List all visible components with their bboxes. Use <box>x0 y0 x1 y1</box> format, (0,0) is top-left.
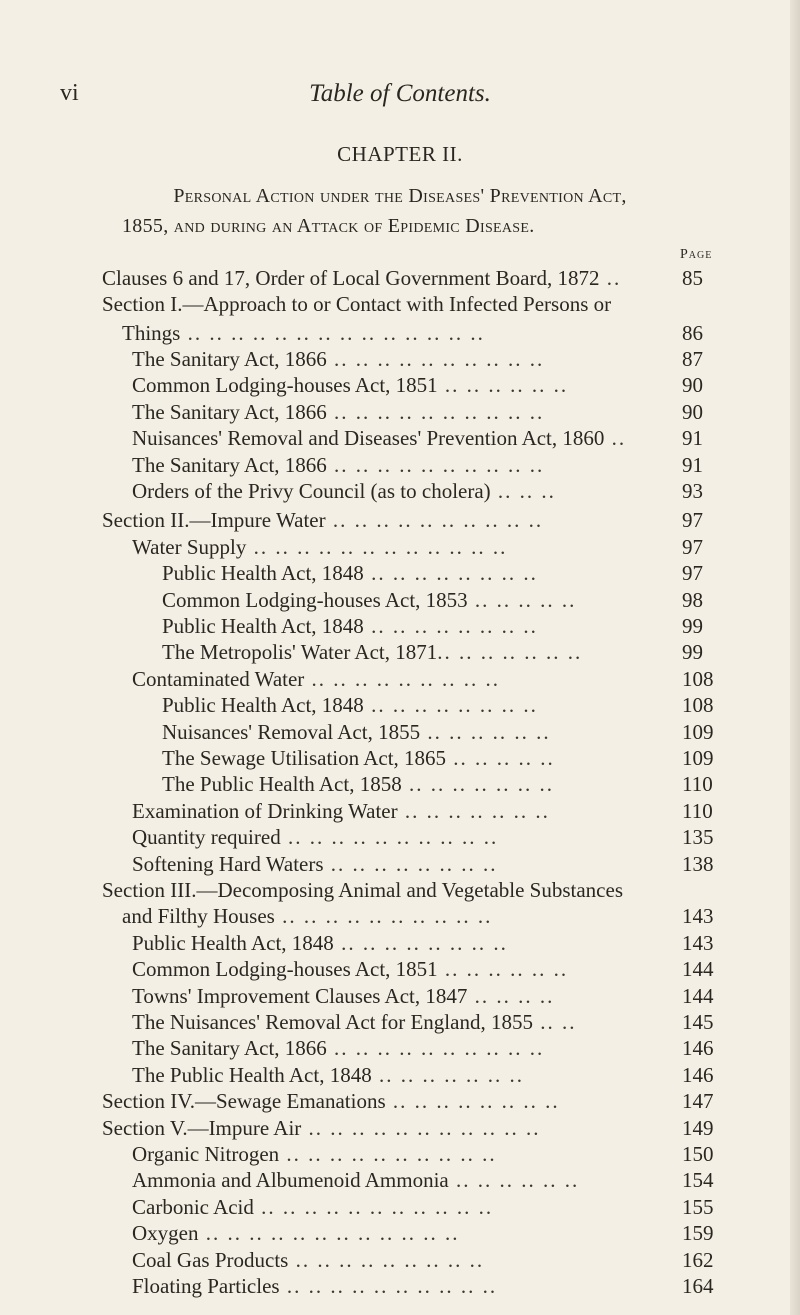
running-title: Table of Contents. <box>309 80 491 107</box>
toc-entry-title: The Sanitary Act, 1866 <box>132 453 327 477</box>
toc-entry <box>132 665 670 693</box>
toc-page-number: 143 <box>682 931 714 955</box>
toc-entry <box>162 586 670 614</box>
toc-entry-title: Section IV.—Sewage Emanations <box>102 1089 386 1113</box>
toc-page-number: 91 <box>682 426 703 450</box>
toc-entry-title: The Sanitary Act, 1866 <box>132 1036 327 1060</box>
toc-page-number: 149 <box>682 1116 714 1140</box>
toc-entry <box>162 612 670 640</box>
toc-leader-dots: .. .. .. .. .. .. .. .. .. .. <box>274 904 493 928</box>
page-number: vi <box>60 80 79 106</box>
toc-leader-dots: .. .. .. .. .. .. .. .. .. .. <box>279 1274 498 1298</box>
toc-entry <box>122 319 670 347</box>
toc-page-number: 90 <box>682 400 703 424</box>
toc-entry-title: Quantity required <box>132 825 281 849</box>
toc-entry <box>132 345 670 373</box>
toc-entry-title: Ammonia and Albumenoid Ammonia <box>132 1168 449 1192</box>
toc-entry-title: Common Lodging-houses Act, 1853 <box>162 588 468 612</box>
toc-leader-dots: .. .. .. .. .. .. .. .. <box>385 1089 560 1113</box>
toc-leader-dots: .. .. .. .. .. .. .. .. <box>363 614 538 638</box>
toc-leader-dots: .. .. .. .. .. .. .. .. .. .. <box>326 347 545 371</box>
toc-entry <box>132 1166 670 1194</box>
toc-leader-dots: .. .. .. .. .. .. <box>437 373 569 397</box>
toc-entry-title: The Sanitary Act, 1866 <box>132 400 327 424</box>
toc-page-number: 143 <box>682 904 714 928</box>
toc-entry-title: Examination of Drinking Water <box>132 799 398 823</box>
chapter-subtitle-line-1: Personal Action under the Diseases' Prevention Act, <box>173 185 627 207</box>
toc-entry <box>162 638 670 666</box>
toc-entry-title: Orders of the Privy Council (as to cholera) <box>132 479 491 503</box>
toc-entry-title: The Public Health Act, 1848 <box>132 1063 372 1087</box>
toc-page-number: 85 <box>682 266 703 290</box>
toc-page-number <box>682 876 728 904</box>
toc-leader-dots: .. .. .. .. .. .. .. .. .. .. <box>280 825 499 849</box>
toc-entry-title: The Sanitary Act, 1866 <box>132 347 327 371</box>
toc-leader-dots: .. .. .. .. .. .. <box>448 1168 580 1192</box>
toc-page-number: 99 <box>682 640 703 664</box>
toc-leader-dots: .. .. .. .. .. .. .. .. .. .. <box>325 508 544 532</box>
toc-leader-dots: .. .. .. <box>490 479 556 503</box>
toc-page-number: 86 <box>682 321 703 345</box>
toc-page-number: 90 <box>682 373 703 397</box>
toc-entry <box>132 533 670 561</box>
page-edge <box>790 0 800 1315</box>
toc-leader-dots: .. .. .. .. .. .. .. .. .. .. <box>326 400 545 424</box>
toc-page-number: 159 <box>682 1221 714 1245</box>
toc-entry <box>102 290 670 318</box>
toc-page-number: 144 <box>682 957 714 981</box>
toc-entry <box>102 506 670 534</box>
toc-leader-dots: .. .. .. .. .. .. .. .. .. .. <box>326 453 545 477</box>
toc-entry <box>122 902 670 930</box>
toc-entry <box>132 929 670 957</box>
toc-entry-title: Organic Nitrogen <box>132 1142 280 1166</box>
toc-entry <box>162 718 670 746</box>
toc-entry-title: Floating Particles <box>132 1274 280 1298</box>
toc-leader-dots: .. .. .. .. .. .. .. .. <box>323 852 498 876</box>
toc-page-number: 109 <box>682 746 714 770</box>
toc-entry-title: Clauses 6 and 17, Order of Local Government Board, 1872 <box>102 266 600 290</box>
toc-entry-title: Public Health Act, 1848 <box>132 931 334 955</box>
toc-entry <box>132 1193 670 1221</box>
toc-entry-title: The Public Health Act, 1858 <box>162 772 402 796</box>
page-header <box>60 80 740 110</box>
toc-entry-title: Public Health Act, 1848 <box>162 614 364 638</box>
toc-leader-dots: .. .. .. .. .. .. .. <box>437 640 583 664</box>
toc-page-number: 110 <box>682 799 713 823</box>
toc-entry-title: Section III.—Decomposing Animal and Vegetable Substances <box>102 878 624 902</box>
toc-page-number: 154 <box>682 1168 714 1192</box>
toc-entry <box>162 770 670 798</box>
toc-leader-dots: .. .. .. .. .. .. .. <box>401 772 554 796</box>
toc-leader-dots: .. .. .. .. .. .. <box>437 957 569 981</box>
toc-entry <box>102 264 670 292</box>
toc-entry-title: Public Health Act, 1848 <box>162 561 364 585</box>
toc-leader-dots: .. .. .. .. .. .. .. .. .. .. .. .. <box>246 535 508 559</box>
toc-entry <box>132 1061 670 1089</box>
toc-entry <box>132 1219 670 1247</box>
toc-entry-title: The Nuisances' Removal Act for England, 1855 <box>132 1010 533 1034</box>
toc-page-number: 162 <box>682 1248 714 1272</box>
toc-page-number: 97 <box>682 508 703 532</box>
toc-entry-title: Oxygen <box>132 1221 199 1245</box>
toc-leader-dots: .. .. .. .. .. .. .. .. .. <box>304 667 501 691</box>
toc-leader-dots: .. .. <box>532 1010 577 1034</box>
toc-entry <box>132 477 670 505</box>
toc-leader-dots: .. .. .. .. .. .. .. .. .. .. .. <box>301 1116 541 1140</box>
toc-entry-title: Coal Gas Products <box>132 1248 289 1272</box>
toc-leader-dots: .. .. .. .. .. .. <box>420 720 551 744</box>
toc-entry <box>102 876 670 904</box>
toc-page-number <box>682 290 728 318</box>
toc-leader-dots: .. .. .. .. .. .. .. .. .. .. .. <box>253 1195 494 1219</box>
toc-entry-title: Nuisances' Removal and Diseases' Prevention Act, 1860 <box>132 426 605 450</box>
toc-page-number: 99 <box>682 614 703 638</box>
toc-leader-dots: .. .. .. .. <box>467 984 555 1008</box>
toc-page-number: 144 <box>682 984 714 1008</box>
toc-page-number: 145 <box>682 1010 714 1034</box>
toc-leader-dots: .. .. .. .. .. .. .. .. <box>363 561 538 585</box>
toc-entry-title: Contaminated Water <box>132 667 305 691</box>
toc-entry <box>102 1114 670 1142</box>
toc-page-number: 93 <box>682 479 703 503</box>
toc-page-number: 135 <box>682 825 714 849</box>
toc-entry <box>132 850 670 878</box>
toc-page-number: 109 <box>682 720 714 744</box>
toc-leader-dots: .. .. .. .. .. .. .. .. .. .. .. .. <box>198 1221 460 1245</box>
toc-entry <box>162 744 670 772</box>
toc-page-number: 91 <box>682 453 703 477</box>
toc-entry-title: Public Health Act, 1848 <box>162 693 364 717</box>
toc-entry <box>132 1272 670 1300</box>
toc-leader-dots: .. .. .. .. .. <box>446 746 555 770</box>
toc-entry <box>162 559 670 587</box>
toc-leader-dots: .. .. .. .. .. .. .. .. <box>363 693 538 717</box>
toc-page-number: 97 <box>682 535 703 559</box>
chapter-title: CHAPTER II. <box>337 142 463 166</box>
toc-entry <box>132 424 670 452</box>
toc-entry <box>162 691 670 719</box>
toc-entry <box>132 955 670 983</box>
toc-leader-dots: .. .. .. .. .. <box>467 588 577 612</box>
toc-page-number: 155 <box>682 1195 714 1219</box>
toc-leader-dots: .. .. .. .. .. .. .. .. .. .. <box>279 1142 497 1166</box>
toc-entry-title: Carbonic Acid <box>132 1195 254 1219</box>
toc-page-number: 146 <box>682 1063 714 1087</box>
toc-entry-title: Common Lodging-houses Act, 1851 <box>132 373 438 397</box>
toc-entry-title: The Metropolis' Water Act, 1871 <box>162 640 438 664</box>
toc-entry <box>132 451 670 479</box>
toc-entry <box>132 1034 670 1062</box>
toc-leader-dots: .. .. .. .. .. .. .. .. .. .. .. .. .. .. <box>180 321 485 345</box>
toc-page-number: 97 <box>682 561 703 585</box>
toc-page-number: 150 <box>682 1142 714 1166</box>
toc-entry-title: Nuisances' Removal Act, 1855 <box>162 720 421 744</box>
toc-page-number: 146 <box>682 1036 714 1060</box>
toc-entry-title: Towns' Improvement Clauses Act, 1847 <box>132 984 468 1008</box>
toc-leader-dots: .. <box>604 426 627 450</box>
toc-page-number: 108 <box>682 667 714 691</box>
toc-entry <box>132 982 670 1010</box>
toc-page-number: 110 <box>682 772 713 796</box>
toc-entry-title: Common Lodging-houses Act, 1851 <box>132 957 438 981</box>
toc-leader-dots: .. .. .. .. .. .. .. <box>397 799 550 823</box>
toc-entry <box>132 1246 670 1274</box>
toc-leader-dots: .. <box>599 266 622 290</box>
toc-entry-title: Water Supply <box>132 535 247 559</box>
page-column-label: Page <box>680 247 713 262</box>
toc-leader-dots: .. .. .. .. .. .. .. <box>371 1063 524 1087</box>
toc-entry <box>102 1087 670 1115</box>
toc-leader-dots: .. .. .. .. .. .. .. .. <box>333 931 508 955</box>
toc-entry-title: The Sewage Utilisation Act, 1865 <box>162 746 447 770</box>
toc-page-number: 147 <box>682 1089 714 1113</box>
chapter-subtitle-line-2: 1855, and during an Attack of Epidemic Disease. <box>122 215 535 237</box>
toc-leader-dots: .. .. .. .. .. .. .. .. .. <box>288 1248 485 1272</box>
toc-entry-title: Section I.—Approach to or Contact with Infected Persons or <box>102 292 612 316</box>
toc-page-number: 108 <box>682 693 714 717</box>
toc-entry <box>132 823 670 851</box>
toc-entry-title: and Filthy Houses <box>122 904 275 928</box>
toc-entry <box>132 797 670 825</box>
toc-page-number: 87 <box>682 347 703 371</box>
toc-entry <box>132 371 670 399</box>
toc-entry <box>132 1140 670 1168</box>
toc-entry-title: Softening Hard Waters <box>132 852 324 876</box>
toc-entry <box>132 1008 670 1036</box>
toc-page-number: 164 <box>682 1274 714 1298</box>
toc-entry-title: Section V.—Impure Air <box>102 1116 302 1140</box>
toc-page-number: 138 <box>682 852 714 876</box>
toc-leader-dots: .. .. .. .. .. .. .. .. .. .. <box>326 1036 545 1060</box>
toc-page-number: 98 <box>682 588 703 612</box>
toc-entry-title: Things <box>122 321 181 345</box>
toc-entry-title: Section II.—Impure Water <box>102 508 326 532</box>
toc-entry <box>132 398 670 426</box>
